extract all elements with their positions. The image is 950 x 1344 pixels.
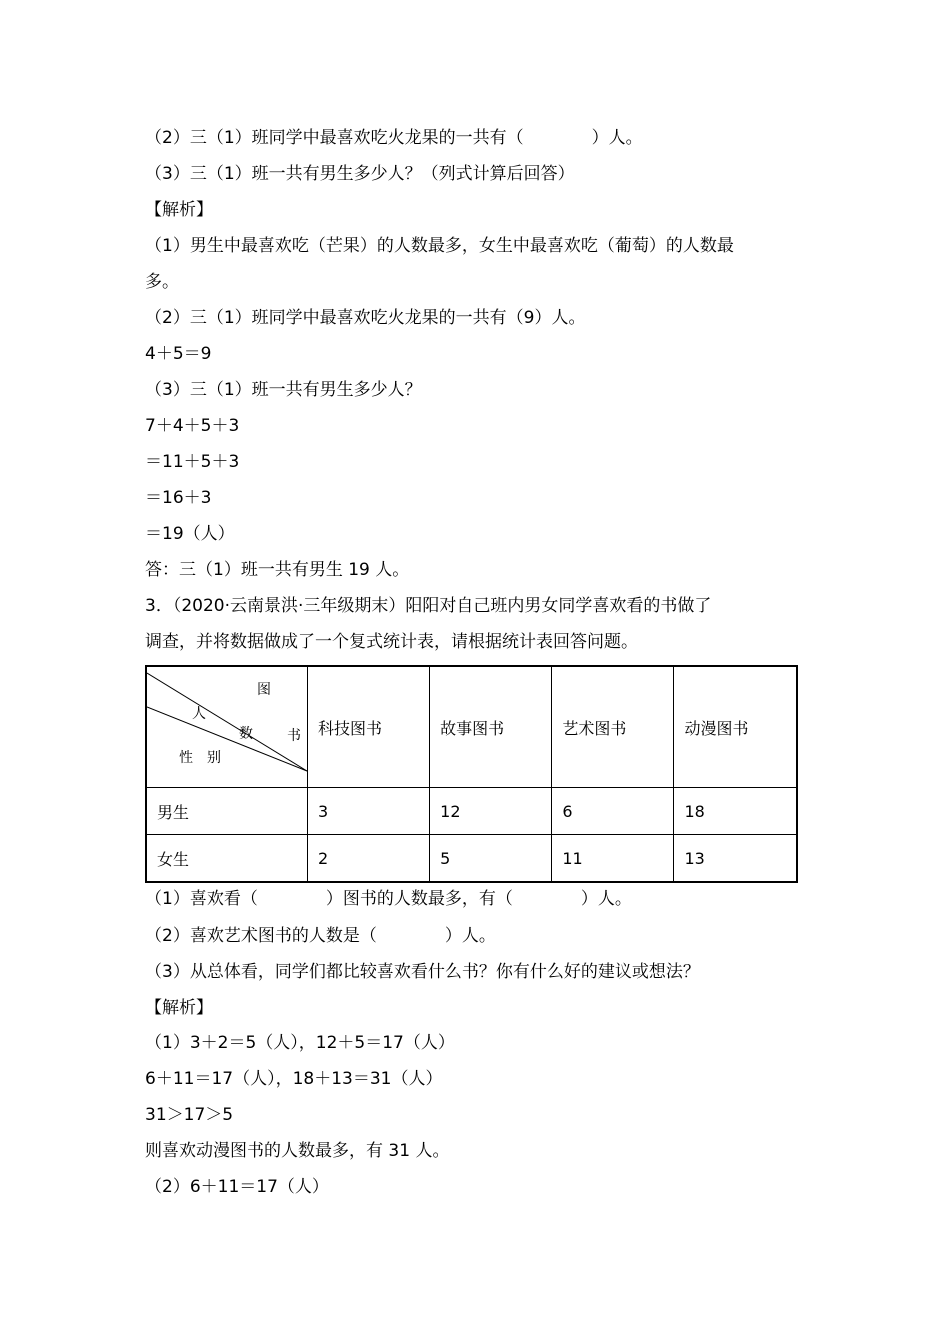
answer-1-line-a: （1）男生中最喜欢吃（芒果）的人数最多，女生中最喜欢吃（葡萄）的人数最 xyxy=(145,236,734,256)
corner-label-shu2: 书 xyxy=(287,728,301,744)
column-header: 动漫图书 xyxy=(674,666,797,788)
table-cell: 18 xyxy=(674,788,797,835)
row-label: 男生 xyxy=(146,788,308,835)
corner-label-ren: 人 xyxy=(192,706,206,722)
answer-3-1-line-a: （1）3＋2＝5（人），12＋5＝17（人） xyxy=(145,1033,455,1053)
table-row xyxy=(146,788,797,835)
row-label: 女生 xyxy=(146,835,308,883)
corner-label-shu: 数 xyxy=(239,726,253,742)
answer-2-calc: 4＋5＝9 xyxy=(145,344,212,364)
answer-3-calc-4: ＝19（人） xyxy=(145,524,235,544)
answer-3-1-conclusion: 则喜欢动漫图书的人数最多，有 31 人。 xyxy=(145,1141,450,1161)
answer-2: （2）三（1）班同学中最喜欢吃火龙果的一共有（9）人。 xyxy=(145,308,586,328)
answer-3-final: 答：三（1）班一共有男生 19 人。 xyxy=(145,560,410,580)
corner-label-bie: 别 xyxy=(207,750,221,766)
analysis-heading: 【解析】 xyxy=(145,200,213,220)
question-3-line-a: 3．（2020·云南景洪·三年级期末）阳阳对自己班内男女同学喜欢看的书做了 xyxy=(145,596,712,616)
table-cell: 12 xyxy=(430,788,552,835)
table-cell: 11 xyxy=(552,835,674,883)
answer-3-2: （2）6＋11＝17（人） xyxy=(145,1177,329,1197)
table-cell: 5 xyxy=(430,835,552,883)
question-3-part-3: （3）从总体看，同学们都比较喜欢看什么书？你有什么好的建议或想法？ xyxy=(145,962,700,982)
question-part-3: （3）三（1）班一共有男生多少人？（列式计算后回答） xyxy=(145,164,575,184)
table-cell: 2 xyxy=(308,835,430,883)
table-cell: 13 xyxy=(674,835,797,883)
analysis-heading: 【解析】 xyxy=(145,998,213,1018)
column-header: 艺术图书 xyxy=(552,666,674,788)
table-cell: 6 xyxy=(552,788,674,835)
question-3-part-1: （1）喜欢看（ ）图书的人数最多，有（ ）人。 xyxy=(145,889,632,909)
answer-3-1-line-b: 6＋11＝17（人），18＋13＝31（人） xyxy=(145,1069,443,1089)
answer-3-question: （3）三（1）班一共有男生多少人？ xyxy=(145,380,422,400)
statistics-table xyxy=(145,665,798,883)
table-corner-cell xyxy=(146,666,308,788)
corner-label-xing: 性 xyxy=(179,750,193,766)
column-header: 故事图书 xyxy=(430,666,552,788)
answer-3-1-line-c: 31＞17＞5 xyxy=(145,1105,234,1125)
table-cell: 3 xyxy=(308,788,430,835)
table-header-row xyxy=(146,666,797,788)
answer-3-calc-1: 7＋4＋5＋3 xyxy=(145,416,240,436)
answer-3-calc-3: ＝16＋3 xyxy=(145,488,212,508)
table-row xyxy=(146,835,797,883)
answer-3-calc-2: ＝11＋5＋3 xyxy=(145,452,240,472)
corner-label-tu: 图 xyxy=(257,682,271,698)
question-3-part-2: （2）喜欢艺术图书的人数是（ ）人。 xyxy=(145,926,496,946)
question-part-2: （2）三（1）班同学中最喜欢吃火龙果的一共有（ ）人。 xyxy=(145,128,643,148)
question-3-line-b: 调查，并将数据做成了一个复式统计表，请根据统计表回答问题。 xyxy=(145,632,638,652)
column-header: 科技图书 xyxy=(308,666,430,788)
answer-1-line-b: 多。 xyxy=(145,272,179,292)
